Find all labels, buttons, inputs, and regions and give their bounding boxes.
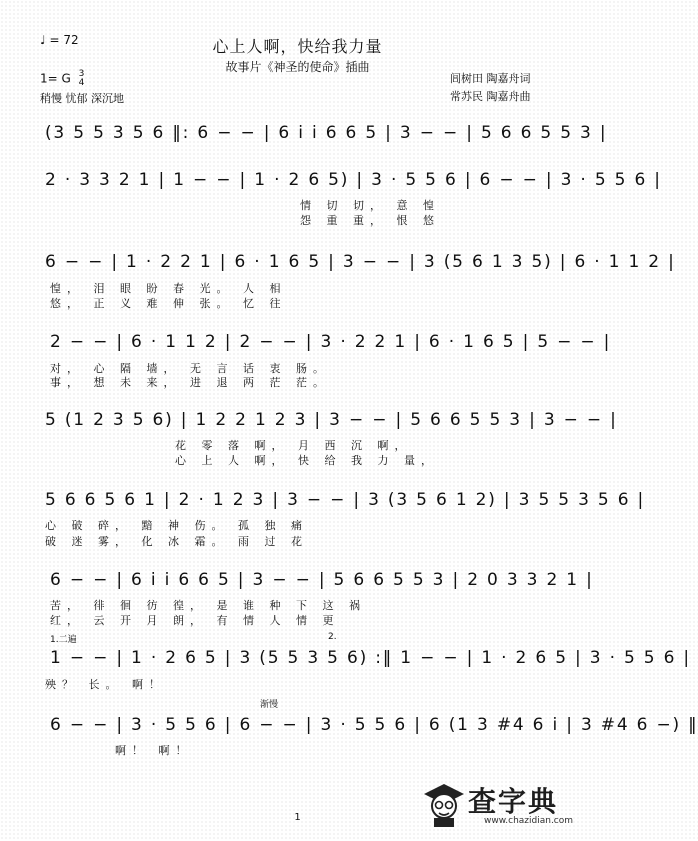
- logo-url: www.chazidian.com: [484, 816, 574, 826]
- lyrics-line-5b: 心 上 人 啊， 快 给 我 力 量，: [175, 454, 438, 467]
- logo-text: 查字典: [468, 785, 559, 818]
- lyrics-line-9: 啊！ 啊！: [115, 744, 193, 757]
- time-top: 3: [78, 69, 85, 79]
- lyrics-credit: 闾树田 陶嘉舟词: [450, 72, 531, 85]
- score-line-3: 6 − − | 1 · 2 2 1 | 6 · 1 6 5 | 3 − − | 3 (5 6 1 3 5) | 6 · 1 1 2 |: [45, 252, 676, 272]
- volta-2-label: 2.: [328, 632, 337, 642]
- lyrics-line-3b: 悠， 正 义 难 伸 张。 忆 往: [50, 297, 287, 310]
- logo-mascot-icon: [422, 778, 466, 828]
- score-line-6: 5 6 6 5 6 1 | 2 · 1 2 3 | 3 − − | 3 (3 5 6 1 2) | 3 5 5 3 5 6 |: [45, 490, 646, 510]
- expression-marking: 稍慢 忧郁 深沉地: [40, 92, 124, 105]
- ritardando-mark: 渐慢: [260, 700, 279, 710]
- score-line-2: 2 · 3 3 2 1 | 1 − − | 1 · 2 6 5) | 3 · 5 5 6 | 6 − − | 3 · 5 5 6 |: [45, 170, 662, 190]
- score-line-4: 2 − − | 6 · 1 1 2 | 2 − − | 3 · 2 2 1 | 6 · 1 6 5 | 5 − − |: [50, 332, 612, 352]
- time-bottom: 4: [78, 78, 85, 88]
- key-signature: [40, 70, 84, 88]
- lyrics-line-7b: 红， 云 开 月 朗， 有 情 人 情 更: [50, 614, 340, 627]
- song-subtitle: 故事片《神圣的使命》插曲: [225, 60, 370, 74]
- score-line-8: 1 − − | 1 · 2 6 5 | 3 (5 5 3 5 6) :‖ 1 − − | 1 · 2 6 5 | 3 · 5 5 6 |: [50, 648, 691, 668]
- lyrics-line-2b: 怨 重 重， 恨 悠: [300, 214, 440, 227]
- score-line-5: 5 (1 2 3 5 6) | 1 2 2 1 2 3 | 3 − − | 5 6 6 5 5 3 | 3 − − |: [45, 410, 618, 430]
- page-number: 1: [294, 812, 301, 823]
- key-text: 1= G: [40, 71, 71, 86]
- lyrics-line-5a: 花 零 落 啊， 月 西 沉 啊，: [175, 439, 412, 452]
- lyrics-line-4a: 对， 心 隔 墙， 无 言 话 衷 肠。: [50, 362, 330, 375]
- score-line-7: 6 − − | 6 i i 6 6 5 | 3 − − | 5 6 6 5 5 3 | 2 0 3 3 2 1 |: [50, 570, 594, 590]
- site-logo: [420, 778, 580, 830]
- score-line-1: (3 5 5 3 5 6 ‖: 6 − − | 6 i i 6 6 5 | 3 − − | 5 6 6 5 5 3 |: [45, 123, 608, 143]
- tempo-marking: ♩ = 72: [40, 33, 79, 47]
- lyrics-line-2a: 情 切 切， 意 惶: [300, 199, 440, 212]
- music-credit: 常苏民 陶嘉舟曲: [450, 90, 531, 103]
- volta-1-label: 1.二遍: [50, 635, 77, 645]
- lyrics-line-7a: 苦， 徘 徊 彷 徨， 是 谁 种 下 这 祸: [50, 599, 366, 612]
- lyrics-line-3a: 惶， 泪 眼 盼 春 光。 人 相: [50, 282, 287, 295]
- lyrics-line-6b: 破 迷 雾， 化 冰 霜。 雨 过 花: [45, 535, 308, 548]
- lyrics-line-6a: 心 破 碎， 黯 神 伤。 孤 独 痛: [45, 519, 308, 532]
- time-signature: [79, 70, 85, 88]
- lyrics-line-8: 殃？ 长。 啊！: [45, 678, 166, 691]
- lyrics-line-4b: 事， 想 未 来， 进 退 两 茫 茫。: [50, 376, 330, 389]
- song-title: 心上人啊，快给我力量: [212, 37, 383, 56]
- score-line-9: 6 − − | 3 · 5 5 6 | 6 − − | 3 · 5 5 6 | 6 (1 3 #4 6 i | 3 #4 6 −) ‖: [50, 715, 698, 735]
